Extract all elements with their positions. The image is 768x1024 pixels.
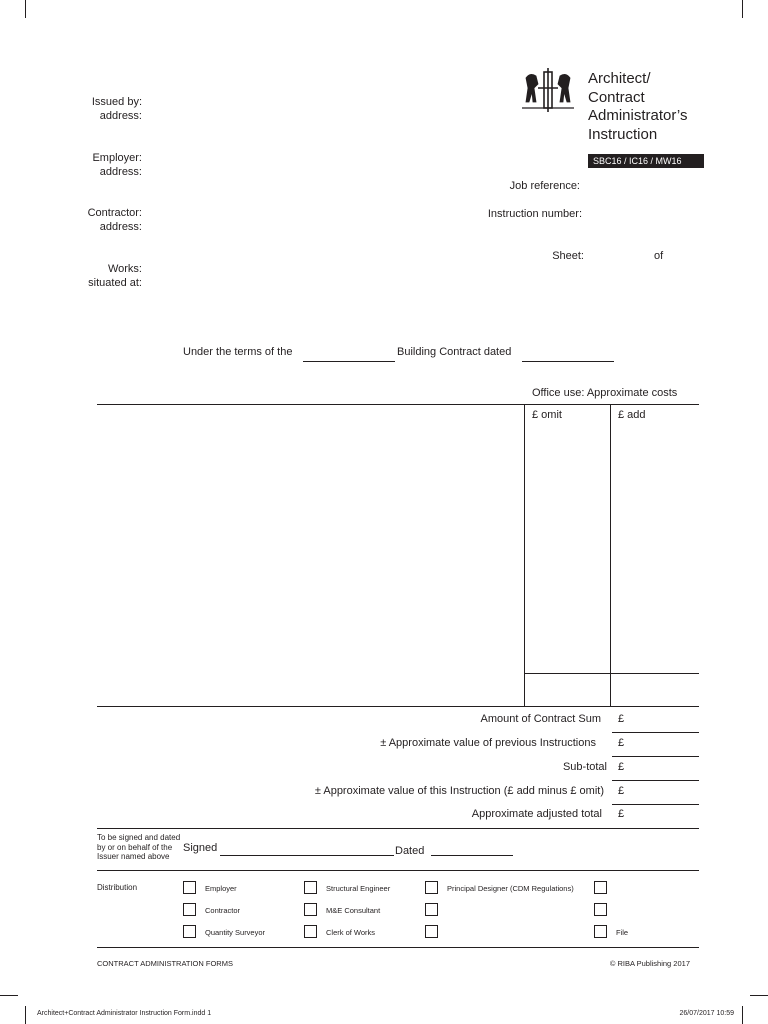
omit-column-rule (524, 404, 525, 706)
checkbox-blank[interactable] (594, 903, 607, 916)
omit-column-header: £ omit (532, 409, 562, 421)
title-line: Instruction (588, 125, 658, 143)
checkbox-principal-designer[interactable] (425, 881, 438, 894)
total-currency: £ (618, 785, 625, 797)
add-column-rule (610, 404, 611, 706)
checkbox-employer[interactable] (183, 881, 196, 894)
total-label: Sub-total (562, 761, 607, 773)
employer-label: Employer: (92, 152, 142, 164)
building-contract-label: Building Contract dated (397, 346, 512, 358)
contract-badge: SBC16 / IC16 / MW16 (588, 154, 704, 168)
distribution-item: M&E Consultant (326, 906, 381, 915)
issued-by-label: Issued by: (91, 96, 142, 108)
total-currency: £ (618, 761, 625, 773)
distribution-item: Employer (205, 884, 237, 893)
title-line: Architect/ (588, 70, 651, 87)
contractor-label: Contractor: (87, 207, 142, 219)
total-rule (612, 780, 699, 781)
checkbox-blank[interactable] (425, 903, 438, 916)
checkbox-blank[interactable] (425, 925, 438, 938)
job-reference-label: Job reference: (509, 180, 580, 192)
checkbox-blank[interactable] (594, 881, 607, 894)
title-line: Contract (588, 88, 645, 106)
distribution-item: Quantity Surveyor (205, 928, 266, 937)
table-bottom-rule (97, 706, 699, 707)
distribution-item: Contractor (205, 906, 241, 915)
crop-mark-br-v (742, 1006, 743, 1024)
contract-date-field[interactable] (522, 361, 614, 362)
employer-address-label: address: (99, 166, 142, 178)
total-rule (612, 804, 699, 805)
add-column-header: £ add (618, 409, 646, 421)
signature-note-line: Issuer named above (97, 852, 170, 861)
contract-type-field[interactable] (303, 361, 395, 362)
crop-mark-tl-v (25, 0, 26, 18)
situated-at-label: situated at: (88, 277, 142, 289)
instruction-text-area[interactable] (97, 405, 523, 705)
crop-mark-bl-h (0, 995, 18, 996)
checkbox-contractor[interactable] (183, 903, 196, 916)
total-label: Amount of Contract Sum (480, 713, 601, 725)
total-label: Approximate adjusted total (471, 808, 602, 820)
footer-top-rule (97, 947, 699, 948)
crop-mark-br-h (750, 995, 768, 996)
footer-right: © RIBA Publishing 2017 (609, 959, 690, 968)
distribution-item: File (616, 928, 629, 937)
total-currency: £ (618, 737, 625, 749)
signed-label: Signed (183, 842, 218, 854)
signature-date-field[interactable] (431, 855, 513, 856)
distribution-label: Distribution (97, 883, 138, 892)
riba-logo-icon (520, 68, 576, 112)
distribution-item: Clerk of Works (326, 928, 376, 937)
checkbox-file[interactable] (594, 925, 607, 938)
signature-note-line: To be signed and dated (97, 833, 181, 842)
footer-left: CONTRACT ADMINISTRATION FORMS (97, 959, 233, 968)
sheet-of-label: of (654, 250, 664, 262)
office-use-heading: Office use: Approximate costs (532, 387, 678, 399)
title-line: Administrator’s (588, 107, 688, 124)
distribution-item: Structural Engineer (326, 884, 391, 893)
sheet-label: Sheet: (552, 250, 584, 262)
slug-left: Architect+Contract Administrator Instruction Form.indd 1 (37, 1010, 212, 1017)
table-subtotal-rule (524, 673, 699, 674)
checkbox-clerk-of-works[interactable] (304, 925, 317, 938)
form-title (588, 70, 687, 144)
under-terms-label: Under the terms of the (183, 346, 293, 358)
issued-address-label: address: (99, 110, 142, 122)
crop-mark-bl-v (25, 1006, 26, 1024)
distribution-item: Principal Designer (CDM Regulations) (447, 884, 574, 893)
total-label: ± Approximate value of previous Instructions (380, 737, 596, 749)
total-rule (612, 732, 699, 733)
crop-mark-tr-v (742, 0, 743, 18)
total-currency: £ (618, 713, 625, 725)
total-currency: £ (618, 808, 625, 820)
signature-field[interactable] (220, 855, 394, 856)
signature-note (97, 833, 180, 862)
checkbox-quantity-surveyor[interactable] (183, 925, 196, 938)
total-rule (612, 756, 699, 757)
distribution-top-rule (97, 870, 699, 871)
works-label: Works: (107, 263, 142, 275)
signature-top-rule (97, 828, 699, 829)
contractor-address-label: address: (99, 221, 142, 233)
total-label: ± Approximate value of this Instruction (£ add minus £ omit) (314, 785, 604, 797)
dated-label: Dated (395, 845, 425, 857)
instruction-number-label: Instruction number: (487, 208, 582, 220)
checkbox-me-consultant[interactable] (304, 903, 317, 916)
signature-note-line: by or on behalf of the (97, 842, 173, 852)
checkbox-structural-engineer[interactable] (304, 881, 317, 894)
slug-right: 26/07/2017 10:59 (679, 1010, 734, 1017)
